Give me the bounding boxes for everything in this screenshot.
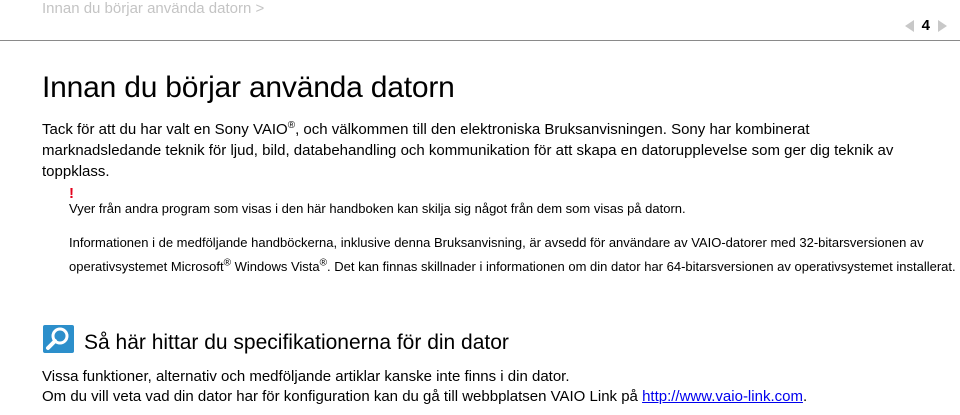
note-text-1: Informationen i de medföljande handböckerna, inklusive denna Bruksanvisning, är avsedd för användare av VAIO-datorer med 32-bitarsversionen av operativsystemet Microsoft (69, 235, 924, 274)
registered-mark: ® (223, 257, 231, 269)
note-text-3: . Det kan finnas skillnader i informationen om din dator har 64-bitarsversionen av operativsystemet installerat. (327, 259, 956, 274)
vaio-link[interactable]: http://www.vaio-link.com (642, 388, 803, 405)
intro-text-2: , och välkommen till den elektroniska Bruksanvisningen. Sony har kombinerat marknadsledande teknik för ljud, bild, databehandling och kommunikation för att skapa en datorupplevelse som ger dig teknik av toppklass. (42, 121, 894, 180)
note-text-2: Windows Vista (230, 259, 320, 274)
section-line-2-text: Om du vill veta vad din dator har för konfiguration kan du gå till webbplatsen VAIO Link på (42, 388, 643, 405)
warning-mark: ! (69, 185, 74, 202)
intro-text-1: Tack för att du har valt en Sony VAIO (42, 121, 288, 138)
arrow-left-icon[interactable] (905, 20, 914, 32)
arrow-right-icon[interactable] (938, 20, 947, 32)
section-line-1: Vissa funktioner, alternativ och medföljande artiklar kanske inte finns i din dator. (42, 368, 570, 385)
search-icon (43, 325, 74, 353)
warning-text: Vyer från andra program som visas i den här handboken kan skilja sig något från dem som visas på datorn. (69, 201, 686, 216)
page-navigation (905, 17, 947, 34)
section-body (42, 367, 942, 407)
section-heading: Så här hittar du specifikationerna för din dator (84, 331, 509, 354)
section-line-2-end: . (802, 388, 808, 405)
registered-mark: ® (287, 120, 296, 131)
page-title: Innan du börjar använda datorn (42, 71, 455, 104)
section-line-2 (42, 387, 942, 407)
page-number: 4 (921, 17, 930, 34)
breadcrumb[interactable]: Innan du börjar använda datorn > (42, 0, 265, 17)
note-paragraph (69, 231, 960, 279)
registered-mark: ® (319, 257, 327, 269)
magnifier-icon (43, 325, 74, 353)
intro-paragraph (42, 119, 922, 182)
header-divider (0, 40, 960, 41)
